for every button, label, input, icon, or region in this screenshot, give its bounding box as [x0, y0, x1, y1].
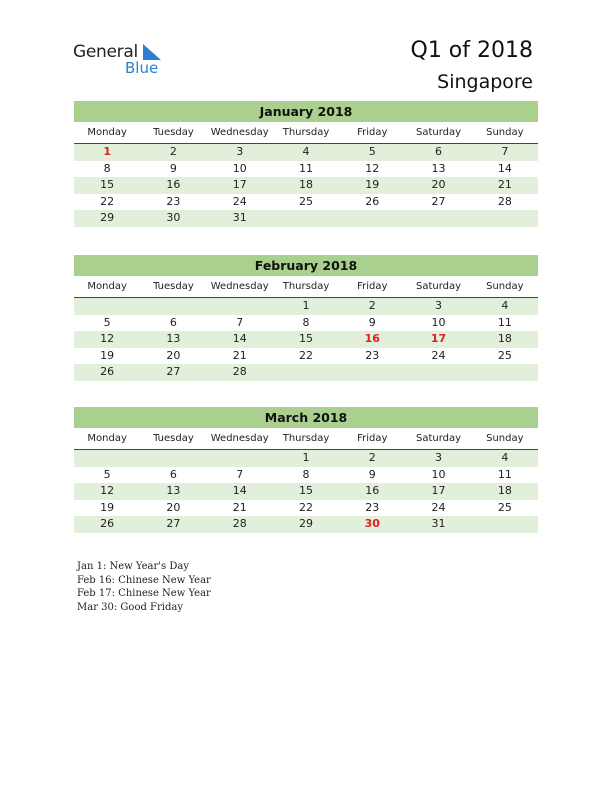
date-cell: 9	[169, 161, 177, 175]
logo-word-blue: Blue	[125, 59, 159, 77]
date-cell: 6	[169, 467, 177, 481]
holiday-note: Jan 1: New Year's Day	[77, 561, 189, 572]
date-cell: 21	[232, 348, 247, 362]
date-cell: 29	[298, 517, 313, 530]
date-cell: 3	[435, 299, 443, 312]
date-cell	[405, 210, 471, 227]
weekday-label: Saturday	[416, 433, 462, 444]
date-cell: 8	[302, 467, 310, 481]
date-cell: 26	[100, 517, 115, 530]
date-cell: 25	[497, 500, 512, 514]
date-cell: 13	[166, 332, 181, 345]
date-cell: 2	[368, 451, 376, 464]
date-cell: 26	[100, 365, 115, 378]
date-cell: 28	[232, 365, 247, 378]
date-cell: 6	[169, 315, 177, 329]
date-cell: 11	[298, 161, 313, 175]
date-cell: 5	[368, 145, 376, 158]
weekday-label: Thursday	[282, 127, 330, 138]
holiday-date-cell: 17	[430, 332, 447, 345]
date-cell: 11	[497, 467, 512, 481]
weekday-label: Saturday	[416, 127, 462, 138]
date-cell	[74, 298, 140, 315]
weekday-header-row	[74, 124, 538, 144]
date-cell: 28	[232, 517, 247, 530]
holiday-date-cell: 30	[364, 517, 380, 530]
date-cell: 22	[298, 500, 313, 514]
date-cell	[472, 516, 538, 533]
month-title: January 2018	[74, 101, 538, 122]
date-cell: 15	[298, 332, 313, 345]
date-cell: 23	[166, 194, 181, 208]
weekday-label: Sunday	[486, 127, 524, 138]
logo	[73, 42, 193, 82]
date-cell: 10	[431, 315, 446, 329]
date-cell: 9	[368, 315, 376, 329]
date-cell: 20	[431, 178, 446, 191]
date-cell	[472, 210, 538, 227]
date-cell: 23	[365, 348, 380, 362]
page-subtitle: Singapore	[437, 71, 533, 93]
date-cell: 20	[166, 348, 181, 362]
week-row	[74, 483, 538, 500]
holiday-note: Mar 30: Good Friday	[77, 602, 183, 614]
date-cell: 5	[103, 467, 111, 481]
date-cell	[339, 364, 405, 381]
date-cell	[140, 450, 206, 467]
holiday-note: Feb 16: Chinese New Year	[77, 574, 211, 586]
weekday-label: Thursday	[282, 281, 330, 292]
weekday-label: Sunday	[486, 433, 524, 444]
date-cell: 20	[166, 500, 181, 514]
date-cell: 9	[368, 467, 376, 481]
date-cell: 12	[365, 161, 380, 175]
date-cell: 29	[100, 211, 115, 224]
date-cell: 15	[100, 178, 115, 191]
date-cell: 3	[435, 451, 443, 464]
date-cell: 23	[365, 500, 380, 514]
date-cell: 2	[368, 299, 376, 312]
date-cell: 16	[365, 484, 380, 497]
date-cell: 24	[232, 194, 247, 208]
date-cell: 30	[166, 211, 181, 224]
date-cell	[339, 210, 405, 227]
date-cell: 18	[497, 332, 512, 345]
month-title: March 2018	[74, 407, 538, 428]
date-cell	[273, 210, 339, 227]
date-cell: 27	[431, 194, 446, 208]
week-row	[74, 177, 538, 194]
holiday-notes	[77, 560, 211, 615]
date-cell: 31	[232, 211, 247, 224]
holiday-date-cell: 1	[103, 145, 111, 158]
date-cell: 8	[302, 315, 310, 329]
week-row	[74, 331, 538, 348]
date-cell: 16	[166, 178, 181, 191]
logo-triangle-icon	[143, 44, 161, 60]
date-cell: 25	[497, 348, 512, 362]
weekday-label: Monday	[87, 281, 127, 292]
weekday-label: Wednesday	[210, 433, 269, 444]
weekday-label: Friday	[357, 433, 388, 444]
date-cell: 18	[298, 178, 313, 191]
date-cell: 19	[100, 500, 115, 514]
date-cell: 4	[501, 299, 509, 312]
holiday-note: Feb 17: Chinese New Year	[77, 588, 211, 600]
date-cell	[207, 450, 273, 467]
date-cell: 4	[302, 145, 310, 158]
date-cell: 21	[232, 500, 247, 514]
weekday-label: Wednesday	[210, 127, 269, 138]
date-cell: 14	[497, 161, 512, 175]
month-calendar	[74, 101, 538, 227]
weekday-label: Monday	[87, 127, 127, 138]
weekday-label: Tuesday	[153, 281, 194, 292]
date-cell: 17	[232, 178, 247, 191]
weekday-label: Monday	[87, 433, 127, 444]
date-cell: 22	[298, 348, 313, 362]
date-cell: 10	[431, 467, 446, 481]
weekday-label: Sunday	[486, 281, 524, 292]
date-cell: 7	[501, 145, 509, 158]
date-cell: 18	[497, 484, 512, 497]
date-cell: 14	[232, 332, 247, 345]
month-calendar	[74, 407, 538, 533]
date-cell: 24	[431, 348, 446, 362]
week-row	[74, 298, 538, 315]
date-cell: 2	[169, 145, 177, 158]
week-row	[74, 161, 538, 178]
week-row	[74, 348, 538, 365]
weekday-header-row	[74, 278, 538, 298]
week-row	[74, 516, 538, 533]
weekday-header-row	[74, 430, 538, 450]
date-cell: 26	[365, 194, 380, 208]
holiday-date-cell: 16	[364, 332, 380, 345]
date-cell: 4	[501, 451, 509, 464]
date-cell: 15	[298, 484, 313, 497]
date-cell: 11	[497, 315, 512, 329]
date-cell	[207, 298, 273, 315]
week-row	[74, 364, 538, 381]
date-cell: 28	[497, 194, 512, 208]
month-calendar	[74, 255, 538, 381]
month-title: February 2018	[74, 255, 538, 276]
weekday-label: Friday	[357, 127, 388, 138]
date-cell	[74, 450, 140, 467]
week-row	[74, 210, 538, 227]
weekday-label: Wednesday	[210, 281, 269, 292]
date-cell: 14	[232, 484, 247, 497]
date-cell: 3	[236, 145, 244, 158]
date-cell: 8	[103, 161, 111, 175]
date-cell: 13	[431, 161, 446, 175]
logo-word-general: General	[73, 42, 138, 62]
date-cell: 6	[435, 145, 443, 158]
weekday-label: Thursday	[282, 433, 330, 444]
date-cell: 24	[431, 500, 446, 514]
date-cell: 12	[100, 332, 115, 345]
date-cell: 10	[232, 161, 247, 175]
date-cell: 7	[236, 315, 244, 329]
weekday-label: Tuesday	[153, 433, 194, 444]
date-cell: 31	[431, 517, 446, 530]
week-row	[74, 467, 538, 484]
date-cell: 25	[298, 194, 313, 208]
date-cell: 19	[100, 348, 115, 362]
date-cell: 19	[365, 178, 380, 191]
weekday-label: Saturday	[416, 281, 462, 292]
date-cell	[472, 364, 538, 381]
weekday-label: Tuesday	[153, 127, 194, 138]
date-cell	[140, 298, 206, 315]
date-cell: 5	[103, 315, 111, 329]
week-row	[74, 144, 538, 161]
date-cell: 1	[302, 299, 310, 312]
week-row	[74, 194, 538, 211]
date-cell: 12	[100, 484, 115, 497]
page-title: Q1 of 2018	[410, 38, 533, 63]
date-cell: 7	[236, 467, 244, 481]
date-cell	[273, 364, 339, 381]
date-cell: 27	[166, 517, 181, 530]
date-cell: 17	[431, 484, 446, 497]
date-cell: 13	[166, 484, 181, 497]
weekday-label: Friday	[357, 281, 388, 292]
week-row	[74, 450, 538, 467]
date-cell: 21	[497, 178, 512, 191]
date-cell	[405, 364, 471, 381]
date-cell: 1	[302, 451, 310, 464]
week-row	[74, 315, 538, 332]
week-row	[74, 500, 538, 517]
date-cell: 27	[166, 365, 181, 378]
date-cell: 22	[100, 194, 115, 208]
